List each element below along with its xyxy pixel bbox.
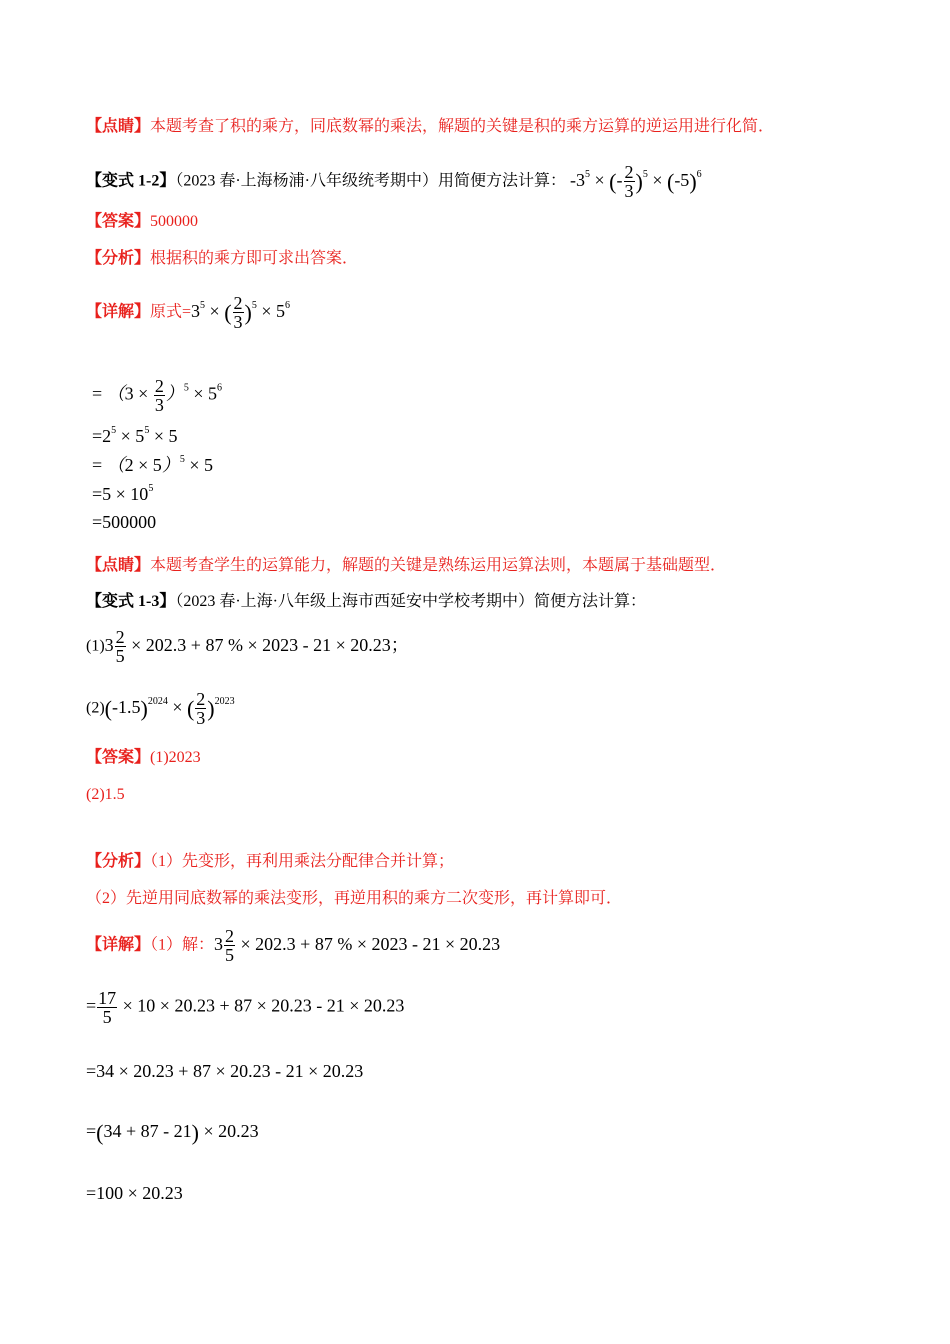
detail-label: 【详解】 [86, 303, 151, 321]
answer-1-3-part2 [86, 785, 125, 805]
problem-source: （2023 春·上海杨浦·八年级统考期中）用简便方法计算： [175, 172, 567, 190]
note-block-1 [86, 117, 774, 137]
part2-label: (2) [86, 699, 105, 717]
analysis-1-3-line2 [86, 889, 622, 909]
note-text: 本题考查学生的运算能力，解题的关键是熟练运用运算法则，本题属于基础题型． [150, 557, 727, 574]
step-4: $=5 \times 10^5$ [92, 483, 154, 504]
problem-source: （2023 春·上海·八年级上海市西延安中学校考期中）简便方法计算： [175, 593, 647, 610]
step-1: = （3 × $\frac{2}{3}$ ）$^5 \times 5^6$ [92, 376, 222, 415]
final-value: 500000 [102, 512, 157, 532]
detail-expression: $3^5$ × ( $\frac{2}{3}$ )$^5 \times 5^6$ [191, 293, 291, 332]
answer-label: 【答案】 [86, 213, 151, 230]
detail-expression: 3 $\frac{2}{5}$ × 202.3 + 87 % × 2023 - 21 × 20.23 [214, 926, 501, 965]
detail-label: 【详解】 [86, 936, 151, 954]
step-2: $=2^5 \times 5^5 \times 5$ [92, 425, 178, 446]
step-1-3-4 [86, 1183, 183, 1203]
note-label: 【点睛】 [86, 118, 151, 135]
detail-prefix: （1）解： [150, 936, 215, 954]
analysis-text-1: （1）先变形，再利用乘法分配律合并计算； [150, 853, 455, 870]
step-5: =500000 [92, 512, 157, 532]
step-text: =100 × 20.23 [86, 1183, 183, 1203]
problem-1-3-part2: $(2)(-1.5)^{2024}$ × ( $\frac{2}{3}$ )$^{2023}$ [86, 689, 235, 728]
answer-2: (2)1.5 [86, 786, 125, 803]
problem-expression: $-3^5$ × (- $\frac{2}{3}$ )$^5 \times (-5)^6$ [570, 162, 702, 201]
step-3: = $(2 \times 5)^5 \times 5$ [92, 454, 213, 475]
analysis-1-2 [86, 249, 358, 269]
step-1-3-3: =(34 + 87 - 21) × 20.23 [86, 1119, 259, 1145]
analysis-label: 【分析】 [86, 250, 151, 267]
analysis-text-2: （2）先逆用同底数幂的乘法变形，再逆用积的乘方二次变形，再计算即可． [86, 890, 623, 907]
answer-label: 【答案】 [86, 749, 151, 766]
note-label: 【点睛】 [86, 557, 151, 574]
analysis-text: 根据积的乘方即可求出答案． [150, 250, 359, 267]
analysis-label: 【分析】 [86, 853, 151, 870]
part1-label: (1) [86, 637, 105, 655]
step-1-3-2 [86, 1061, 363, 1081]
answer-1-2 [86, 212, 198, 232]
detail-1-3 [86, 927, 500, 964]
problem-1-3-part1: (1)3 $\frac{2}{5}$ × 202.3 + 87 % × 2023 - 21 × 20.23； [86, 627, 409, 666]
step-tail: × 20.23 [198, 1121, 259, 1141]
problem-1-2-statement [86, 163, 702, 200]
answer-1: (1)2023 [150, 749, 201, 766]
step-1-3-1: = $\frac{17}{5}$ × 10 × 20.23 + 87 × 20.23 - 21 × 20.23 [86, 988, 405, 1027]
problem-label: 【变式 1-2】 [86, 172, 176, 190]
detail-prefix: 原式= [150, 303, 192, 321]
problem-1-3-statement [86, 592, 646, 612]
analysis-1-3 [86, 852, 454, 872]
problem-label: 【变式 1-3】 [86, 593, 176, 610]
step-text: =34 × 20.23 + 87 × 20.23 - 21 × 20.23 [86, 1061, 364, 1081]
grouped-sum: 34 + 87 - 21 [103, 1121, 192, 1141]
note-text: 本题考查了积的乘方，同底数幂的乘法，解题的关键是积的乘方运算的逆运用进行化简． [150, 118, 775, 135]
detail-1-2 [86, 294, 290, 331]
answer-value: 500000 [150, 213, 199, 230]
answer-1-3 [86, 748, 201, 768]
note-block-2 [86, 556, 726, 576]
